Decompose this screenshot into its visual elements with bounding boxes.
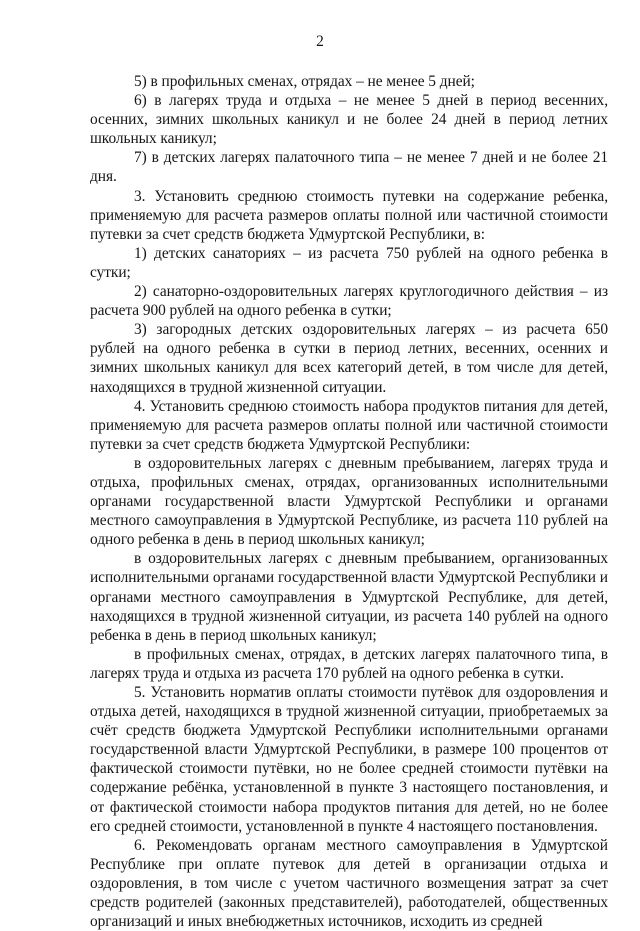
paragraph-clause-4-day-camps: в оздоровительных лагерях с дневным пребыванием, лагерях труда и отдыха, профильных сменах, отрядах, организованных исполнительными органами государственной власти Удмуртской Республики и органами местного самоуправления в Удмуртской Республике, из расчета 110 рублей на одного ребенка в день в период школьных каникул; xyxy=(90,454,608,549)
document-body xyxy=(90,72,608,931)
paragraph-clause-4-difficult-situation: в оздоровительных лагерях с дневным пребыванием, организованных исполнительными органами государственной власти Удмуртской Республики и органами местного самоуправления в Удмуртской Республике, для детей, находящихся в трудной жизненной ситуации, из расчета 140 рублей на одного ребенка в день в период школьных каникул; xyxy=(90,550,608,644)
paragraph-item-5: 5) в профильных сменах, отрядах – не менее 5 дней; xyxy=(134,73,475,90)
paragraph-clause-6: 6. Рекомендовать органам местного самоуправления в Удмуртской Республике при оплате путевок для детей в организации отдыха и оздоровления, в том числе с учетом частичного возмещения затрат за счет средств родителей (законных представителей), работодателей, общественных организаций и иных внебюджетных источников, исходить из средней xyxy=(90,836,608,931)
paragraph-clause-4: 4. Установить среднюю стоимость набора продуктов питания для детей, применяемую для расчета размеров оплаты полной или частичной стоимости путевки за счет средств бюджета Удмуртской Республики: xyxy=(90,397,608,453)
paragraph-item-7: 7) в детских лагерях палаточного типа – не менее 7 дней и не более 21 дня. xyxy=(90,149,608,186)
paragraph-clause-3-item-1: 1) детских санаториях – из расчета 750 рублей на одного ребенка в сутки; xyxy=(90,244,608,281)
paragraph-clause-4-profile-shifts: в профильных сменах, отрядах, в детских лагерях палаточного типа, в лагерях труда и отдыха из расчета 170 рублей на одного ребенка в сутки. xyxy=(90,645,608,682)
page-number: 2 xyxy=(316,33,324,50)
paragraph-clause-3-item-2: 2) санаторно-оздоровительных лагерях круглогодичного действия – из расчета 900 рублей на одного ребенка в сутки; xyxy=(90,283,608,320)
paragraph-clause-5: 5. Установить норматив оплаты стоимости путёвок для оздоровления и отдыха детей, находящихся в трудной жизненной ситуации, приобретаемых за счёт средств бюджета Удмуртской Республики исполнительными органами государственной власти Удмуртской Республики, в размере 100 процентов от фактической стоимости путёвки, но не более средней стоимости путёвки на содержание ребёнка, установленной в пункте 3 настоящего постановления, и от фактической стоимости набора продуктов питания для детей, но не более его средней стоимости, установленной в пункте 4 настоящего постановления. xyxy=(90,684,608,835)
paragraph-item-6: 6) в лагерях труда и отдыха – не менее 5 дней в период весенних, осенних, зимних школьных каникул и не более 24 дней в период летних школьных каникул; xyxy=(90,92,608,148)
paragraph-clause-3-item-3: 3) загородных детских оздоровительных лагерях – из расчета 650 рублей на одного ребенка в сутки в период летних, весенних, осенних и зимних школьных каникул для всех категорий детей, в том числе для детей, находящихся в трудной жизненной ситуации. xyxy=(90,321,608,396)
paragraph-clause-3: 3. Установить среднюю стоимость путевки на содержание ребенка, применяемую для расчета размеров оплаты полной или частичной стоимости путевки за счет средств бюджета Удмуртской Республики, в: xyxy=(90,187,608,243)
